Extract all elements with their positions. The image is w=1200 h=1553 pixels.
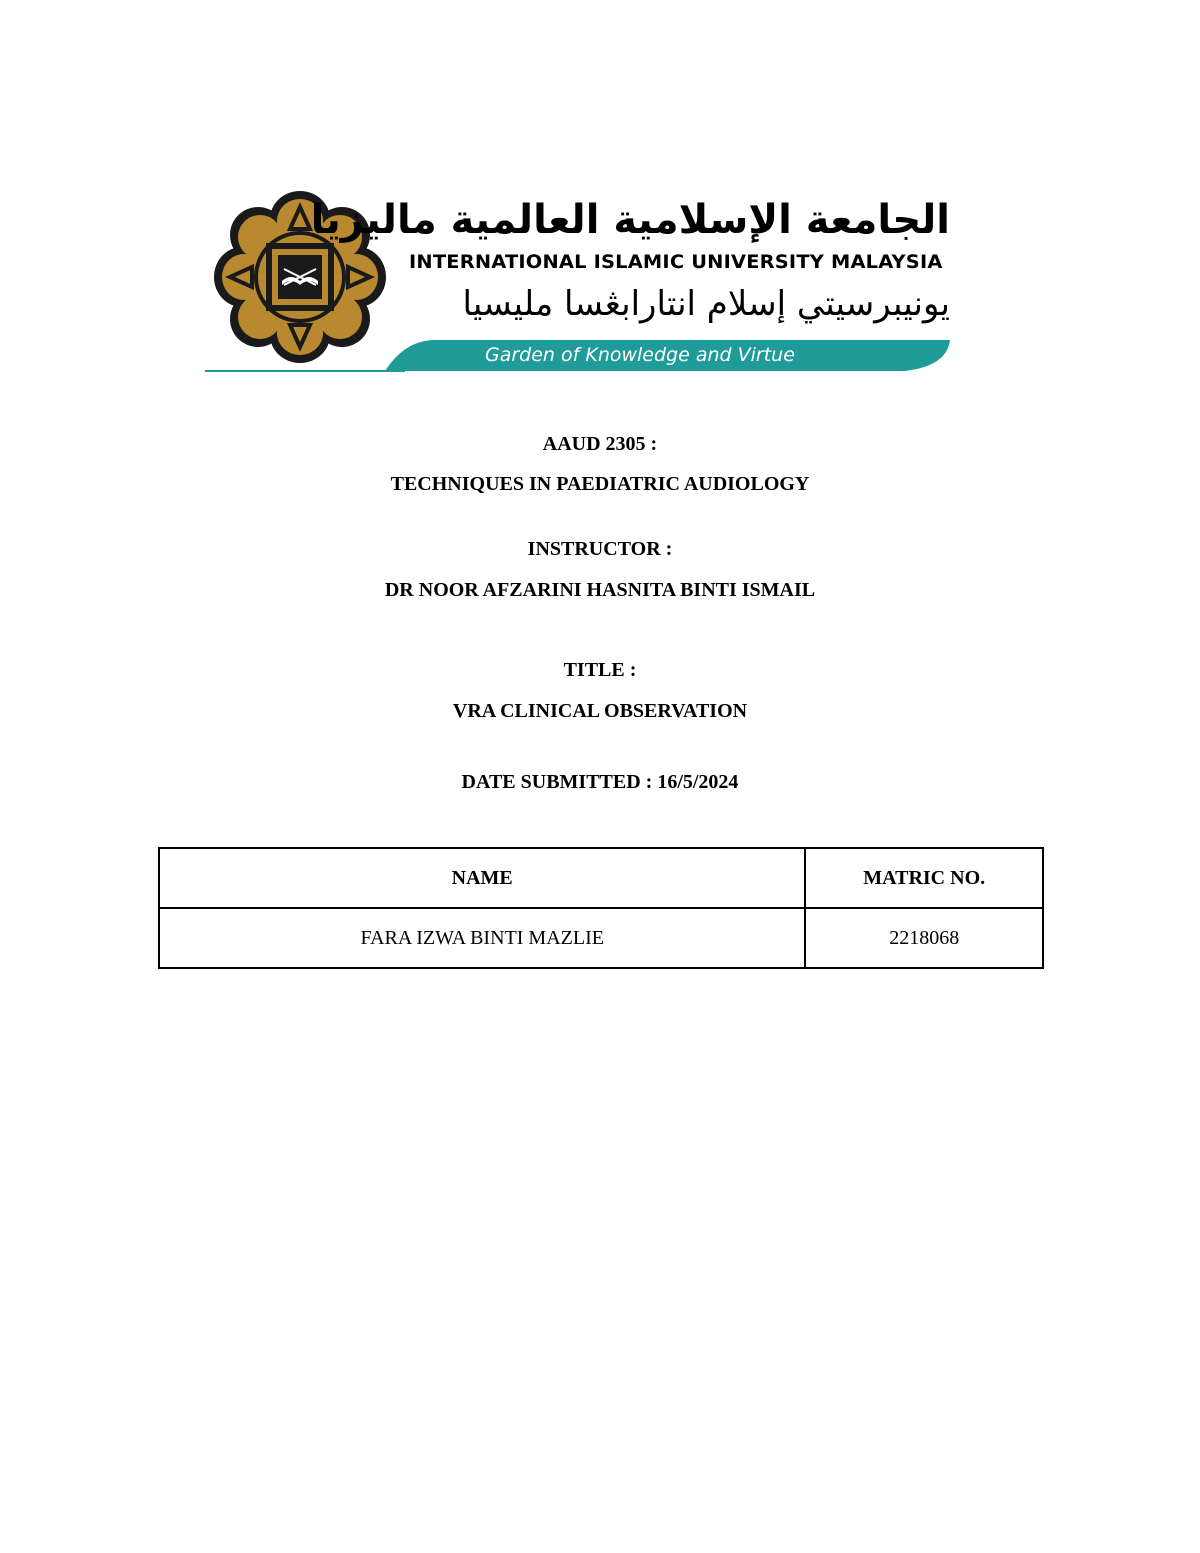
course-code: AAUD 2305 : [542,433,658,455]
instructor-name: DR NOOR AFZARINI HASNITA BINTI ISMAIL [384,579,816,601]
logo-tagline: Garden of Knowledge and Virtue [485,344,795,366]
student-matric-no: 2218068 [805,908,1043,968]
student-table [158,847,1044,969]
course-name: TECHNIQUES IN PAEDIATRIC AUDIOLOGY [390,473,810,495]
header-matric-no: MATRIC NO. [805,848,1043,908]
logo-arabic-name: الجامعة الإسلامية العالمية ماليزيا [310,197,950,243]
date-submitted: DATE SUBMITTED : 16/5/2024 [461,771,739,793]
title-value: VRA CLINICAL OBSERVATION [452,700,748,722]
logo-english-name: INTERNATIONAL ISLAMIC UNIVERSITY MALAYSIA [409,251,943,273]
table-header-row [159,848,1043,908]
logo-jawi-name: يونيبرسيتي إسلام انتارابڠسا مليسيا [462,284,950,324]
instructor-label: INSTRUCTOR : [527,538,673,560]
student-name: FARA IZWA BINTI MAZLIE [159,908,805,968]
header-name: NAME [159,848,805,908]
university-logo [195,192,955,376]
table-row [159,908,1043,968]
title-label: TITLE : [563,659,637,681]
